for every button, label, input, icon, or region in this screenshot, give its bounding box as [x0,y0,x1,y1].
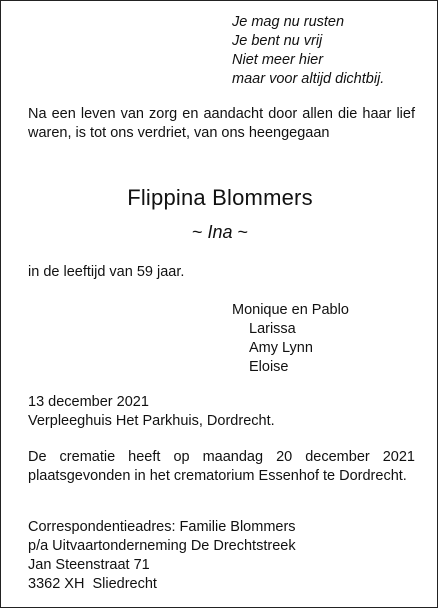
poem-line: maar voor altijd dichtbij. [232,71,385,87]
death-date: 13 december 2021 [28,394,149,410]
death-details [28,393,415,431]
intro-text: Na een leven van zorg en aandacht door allen die haar lief waren, is tot ons verdriet, van ons heengegaan [28,106,415,141]
nickname-tilde-right: ~ [232,222,249,242]
family-list [232,301,349,377]
address-line: Correspondentieadres: Familie Blommers [28,519,296,535]
deceased-nickname: Ina [207,222,233,242]
correspondence-address [28,518,296,594]
deceased-name: Flippina Blommers [127,185,313,210]
address-line: Jan Steenstraat 71 [28,557,150,573]
family-child: Larissa [249,321,296,337]
family-parents: Monique en Pablo [232,302,349,318]
poem-line: Je bent nu vrij [232,33,323,49]
family-child: Amy Lynn [249,340,313,356]
address-line: p/a Uitvaartonderneming De Drechtstreek [28,538,296,554]
address-line: 3362 XH Sliedrecht [28,576,157,592]
family-child: Eloise [249,359,289,375]
death-place: Verpleeghuis Het Parkhuis, Dordrecht. [28,413,275,429]
poem-line: Niet meer hier [232,52,324,68]
nickname-tilde-left: ~ [191,222,208,242]
deceased-nickname-line [1,220,438,244]
cremation-text: De crematie heeft op maandag 20 december 2021 plaatsgevonden in het crematorium Essenhof te Dordrecht. [28,449,415,484]
age-text: in de leeftijd van 59 jaar. [28,264,185,280]
poem-line: Je mag nu rusten [232,14,345,30]
poem [232,13,384,89]
